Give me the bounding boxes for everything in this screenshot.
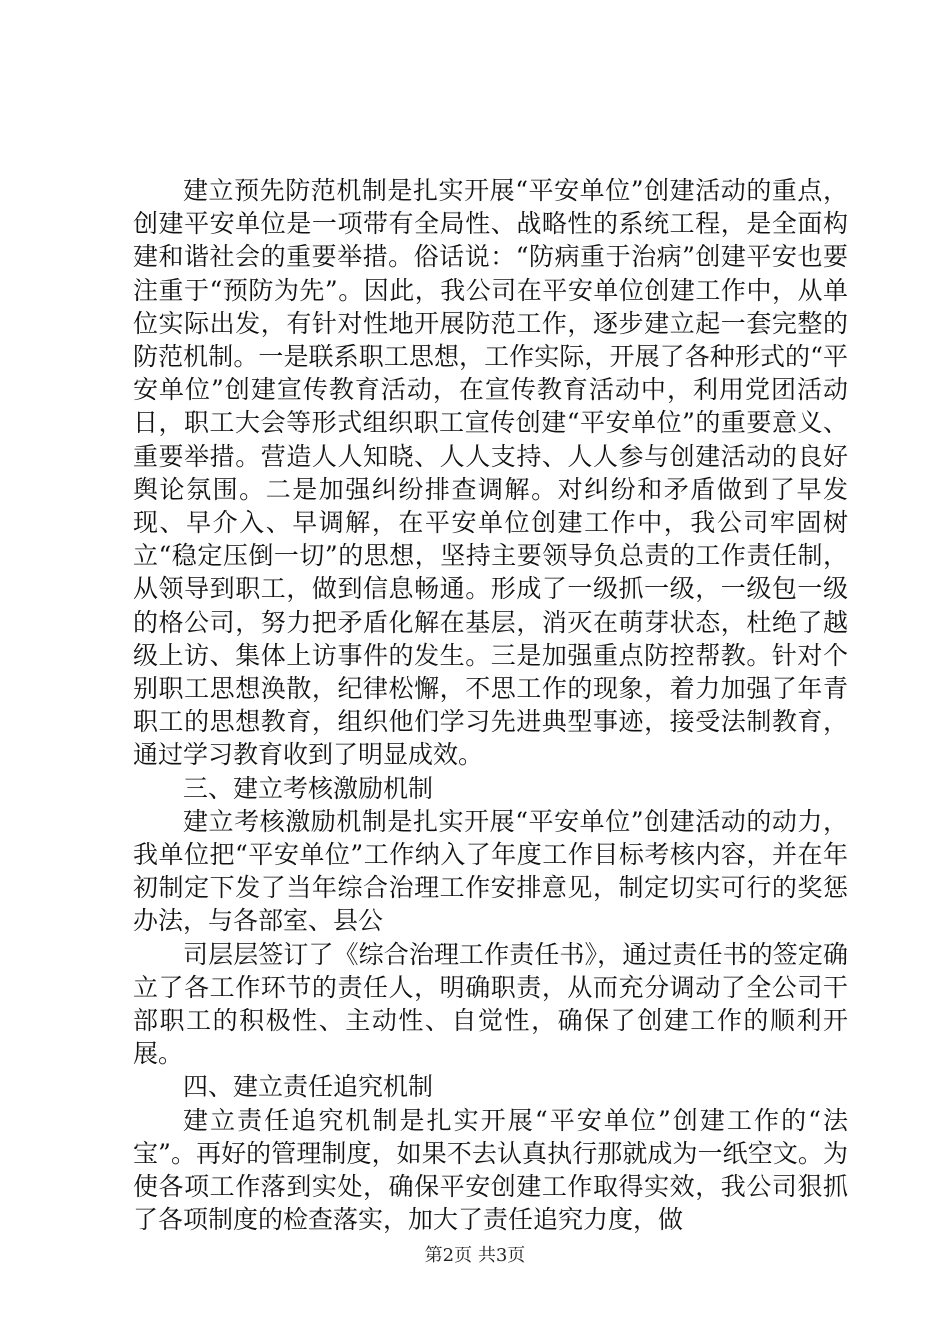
page-number-footer: 第2页 共3页 [424, 1245, 526, 1266]
section-heading-accountability: 四、建立责任追究机制 [183, 1072, 434, 1102]
paragraph-assessment-incentive: 建立考核激励机制是扎实开展“平安单位”创建活动的动力，我单位把“平安单位”工作纳入了年度工作目标考核内容，并在年初制定下发了当年综合治理工作安排意见，制定切实可行的奖惩办法，与各部室、县公 [133, 806, 848, 936]
section-heading-assessment-incentive: 三、建立考核激励机制 [183, 773, 434, 803]
paragraph-prevention-mechanism: 建立预先防范机制是扎实开展“平安单位”创建活动的重点，创建平安单位是一项带有全局性、战略性的系统工程，是全面构建和谐社会的重要举措。俗话说：“防病重于治病”创建平安也要注重于“预防为先”。因此，我公司在平安单位创建工作中，从单位实际出发，有针对性地开展防范工作，逐步建立起一套完整的防范机制。一是联系职工思想，工作实际，开展了各种形式的“平安单位”创建宣传教育活动，在宣传教育活动中，利用党团活动日，职工大会等形式组织职工宣传创建“平安单位”的重要意义、重要举措。营造人人知晓、人人支持、人人参与创建活动的良好舆论氛围。二是加强纠纷排查调解。对纠纷和矛盾做到了早发现、早介入、早调解，在平安单位创建工作中，我公司牢固树立“稳定压倒一切”的思想，坚持主要领导负总责的工作责任制，从领导到职工，做到信息畅通。形成了一级抓一级，一级包一级的格公司，努力把矛盾化解在基层，消灭在萌芽状态，杜绝了越级上访、集体上访事件的发生。三是加强重点防控帮教。针对个别职工思想涣散，纪律松懈，不思工作的现象，着力加强了年青职工的思想教育，组织他们学习先进典型事迹，接受法制教育，通过学习教育收到了明显成效。 [133, 176, 848, 770]
paragraph-accountability: 建立责任追究机制是扎实开展“平安单位”创建工作的“法宝”。再好的管理制度，如果不去认真执行那就成为一纸空文。为使各项工作落到实处，确保平安创建工作取得实效，我公司狠抓了各项制度的检查落实，加大了责任追究力度，做 [133, 1105, 848, 1235]
paragraph-responsibility-letters: 司层层签订了《综合治理工作责任书》，通过责任书的签定确立了各工作环节的责任人，明确职责，从而充分调动了全公司干部职工的积极性、主动性、自觉性，确保了创建工作的顺利开展。 [133, 939, 848, 1069]
document-body [133, 174, 848, 1237]
